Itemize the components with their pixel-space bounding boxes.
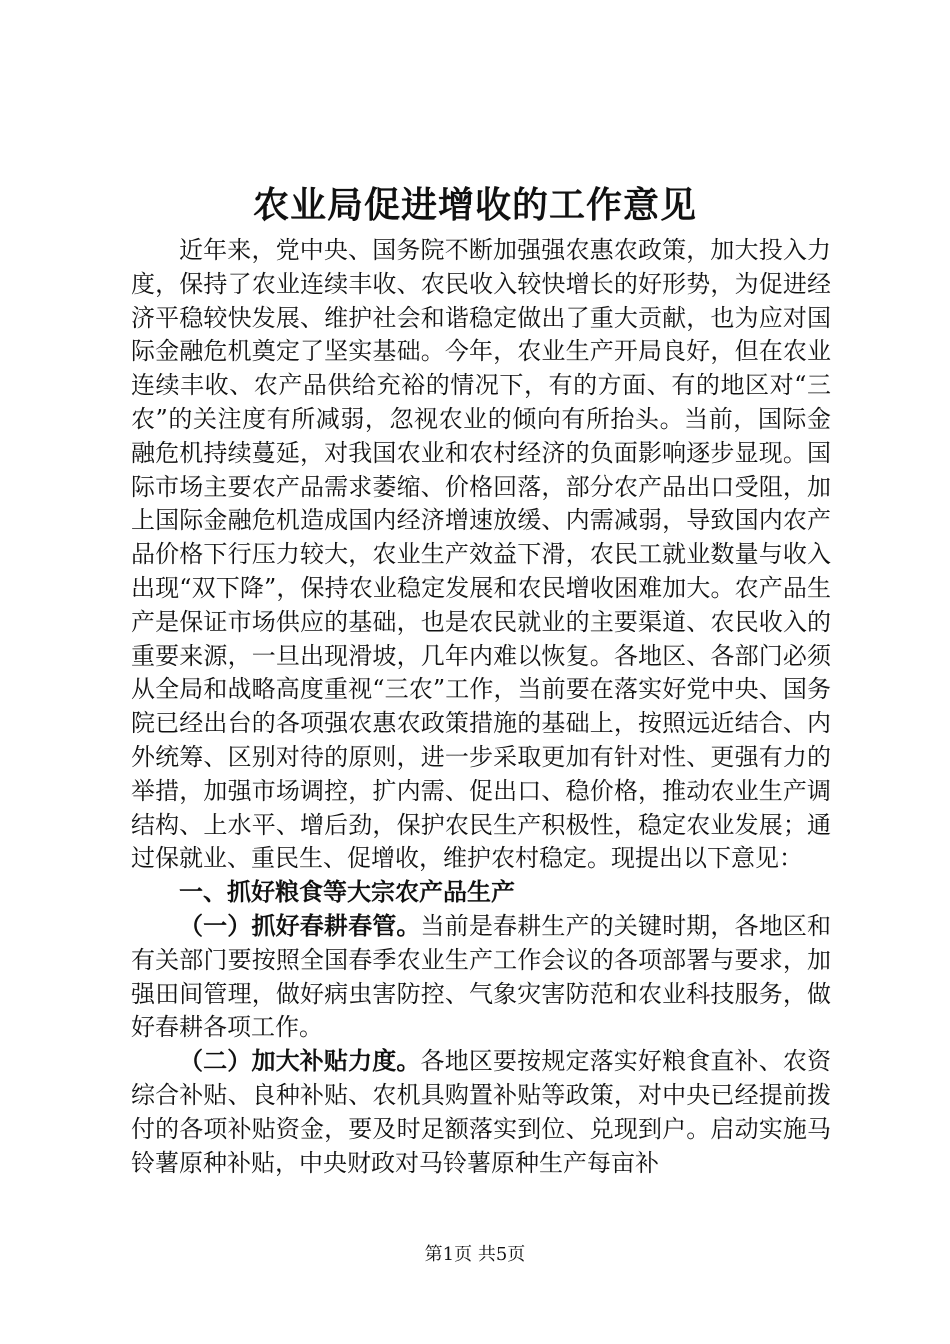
item-paragraph-1 (131, 910, 831, 1045)
item-paragraph-2 (131, 1045, 831, 1180)
item-text-1: 当前是春耕生产的关键时期，各地区和有关部门要按照全国春季农业生产工作会议的各项部署与要求，加强田间管理，做好病虫害防控、气象灾害防范和农业科技服务，做好春耕各项工作。 (131, 911, 832, 1042)
item-heading-1: （一）抓好春耕春管。 (179, 911, 421, 940)
item-heading-2: （二）加大补贴力度。 (179, 1047, 421, 1076)
document-title: 农业局促进增收的工作意见 (252, 185, 697, 226)
item-text-2: 各地区要按规定落实好粮食直补、农资综合补贴、良种补贴、农机具购置补贴等政策，对中央已经提前拨付的各项补贴资金，要及时足额落实到位、兑现到户。启动实施马铃薯原种补贴，中央财政对马铃薯原种生产每亩补 (131, 1047, 832, 1177)
section-heading: 一、抓好粮食等大宗农产品生产 (179, 878, 515, 907)
intro-paragraph: 近年来，党中央、国务院不断加强强农惠农政策，加大投入力度，保持了农业连续丰收、农民收入较快增长的好形势，为促进经济平稳较快发展、维护社会和谐稳定做出了重大贡献，也为应对国际金融危机奠定了坚实基础。今年，农业生产开局良好，但在农业连续丰收、农产品供给充裕的情况下，有的方面、有的地区对“三农”的关注度有所减弱，忽视农业的倾向有所抬头。当前，国际金融危机持续蔓延，对我国农业和农村经济的负面影响逐步显现。国际市场主要农产品需求萎缩、价格回落，部分农产品出口受阻，加上国际金融危机造成国内经济增速放缓、内需减弱，导致国内农产品价格下行压力较大，农业生产效益下滑，农民工就业数量与收入出现“双下降”，保持农业稳定发展和农民增收困难加大。农产品生产是保证市场供应的基础，也是农民就业的主要渠道、农民收入的重要来源，一旦出现滑坡，几年内难以恢复。各地区、各部门必须从全局和战略高度重视“三农”工作，当前要在落实好党中央、国务院已经出台的各项强农惠农政策措施的基础上，按照远近结合、内外统筹、区别对待的原则，进一步采取更加有针对性、更强有力的举措，加强市场调控，扩内需、促出口、稳价格，推动农业生产调结构、上水平、增后劲，保护农民生产积极性，稳定农业发展；通过保就业、重民生、促增收，维护农村稳定。现提出以下意见： (131, 236, 831, 873)
page-footer: 第1页 共5页 (424, 1244, 526, 1265)
document-body (131, 234, 831, 1180)
